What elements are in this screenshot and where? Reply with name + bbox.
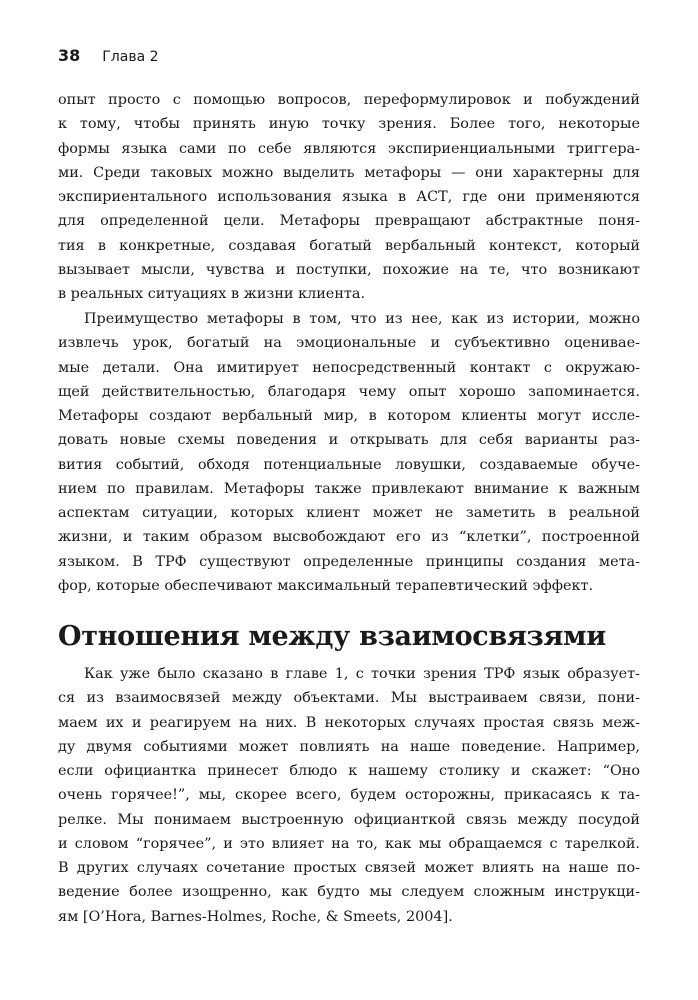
paragraph-line: мые детали. Она имитирует непосредственный контакт с окружаю-	[58, 359, 640, 376]
paragraph-line: нием по правилам. Метафоры также привлекают внимание к важным	[58, 480, 640, 497]
paragraph-line: если официантка принесет блюдо к нашему столику и скажет: “Оно	[58, 763, 640, 779]
paragraph-line: В других случаях сочетание простых связей может влиять на наше по-	[58, 860, 640, 876]
paragraph-line: ся из взаимосвязей между объектами. Мы выстраиваем связи, пони-	[58, 690, 640, 707]
paragraph-line: вития событий, обходя потенциальные ловушки, создаваемые обуче-	[58, 456, 640, 473]
paragraph-2	[58, 307, 640, 598]
paragraph-line: языком. В ТРФ существуют определенные принципы создания мета-	[58, 553, 640, 570]
paragraph-line: аспектам ситуации, которых клиент может не заметить в реальной	[58, 505, 640, 521]
paragraph-line: жизни, и таким образом высвобождают его из “клетки”, построенной	[58, 529, 640, 546]
paragraph-1	[58, 88, 640, 306]
paragraph-line: очень горячее!”, мы, скорее всего, будем осторожны, прикасаясь к та-	[58, 787, 640, 804]
paragraph-line: и словом “горячее”, и это влияет на то, как мы обращаемся с тарелкой.	[58, 835, 640, 852]
running-head	[58, 46, 159, 70]
page-number: 38	[58, 46, 81, 65]
paragraph-line: щей действительностью, благодаря чему опыт хорошо запоминается.	[58, 383, 640, 400]
paragraph-line: к тому, чтобы принять иную точку зрения. Более того, некоторые	[58, 116, 640, 133]
paragraph-line: ду двумя событиями может повлиять на наше поведение. Например,	[58, 738, 640, 755]
paragraph-line: Метафоры создают вербальный мир, в котором клиенты могут иссле-	[58, 408, 640, 424]
paragraph-line: ми. Среди таковых можно выделить метафоры — они характерны для	[58, 164, 640, 181]
paragraph-line: ям [O’Hora, Barnes-Holmes, Roche, & Smeets, 2004].	[58, 908, 453, 925]
section-heading: Отношения между взаимосвязями	[58, 621, 607, 652]
paragraph-line: опыт просто с помощью вопросов, переформулировок и побуждений	[58, 92, 640, 108]
paragraph-3	[58, 662, 640, 929]
paragraph-line: вызывает мысли, чувства и поступки, похожие на те, что возникают	[58, 261, 640, 278]
paragraph-line: для определенной цели. Метафоры превращают абстрактные поня-	[58, 213, 640, 230]
paragraph-line: формы языка сами по себе являются экспириенциальными триггера-	[58, 140, 640, 157]
paragraph-line: фор, которые обеспечивают максимальный терапевтический эффект.	[58, 577, 594, 594]
paragraph-line: довать новые схемы поведения и открывать для себя варианты раз-	[58, 432, 640, 449]
paragraph-line: Преимущество метафоры в том, что из нее, как из истории, можно	[84, 311, 640, 327]
chapter-label: Глава 2	[102, 49, 159, 65]
paragraph-line: извлечь урок, богатый на эмоциональные и субъективно оценивае-	[58, 335, 640, 352]
paragraph-line: маем их и реагируем на них. В некоторых случаях простая связь меж-	[58, 714, 640, 731]
paragraph-line: экспириентального использования языка в АСТ, где они применяются	[58, 189, 640, 205]
paragraph-line: Как уже было сказано в главе 1, с точки зрения ТРФ язык образует-	[84, 666, 640, 682]
paragraph-line: ведение более изощренно, как будто мы следуем сложным инструкци-	[58, 884, 640, 901]
paragraph-line: релке. Мы понимаем выстроенную официанткой связь между посудой	[58, 811, 640, 828]
paragraph-line: тия в конкретные, создавая богатый вербальный контекст, который	[58, 237, 640, 254]
paragraph-line: в реальных ситуациях в жизни клиента.	[58, 286, 366, 302]
